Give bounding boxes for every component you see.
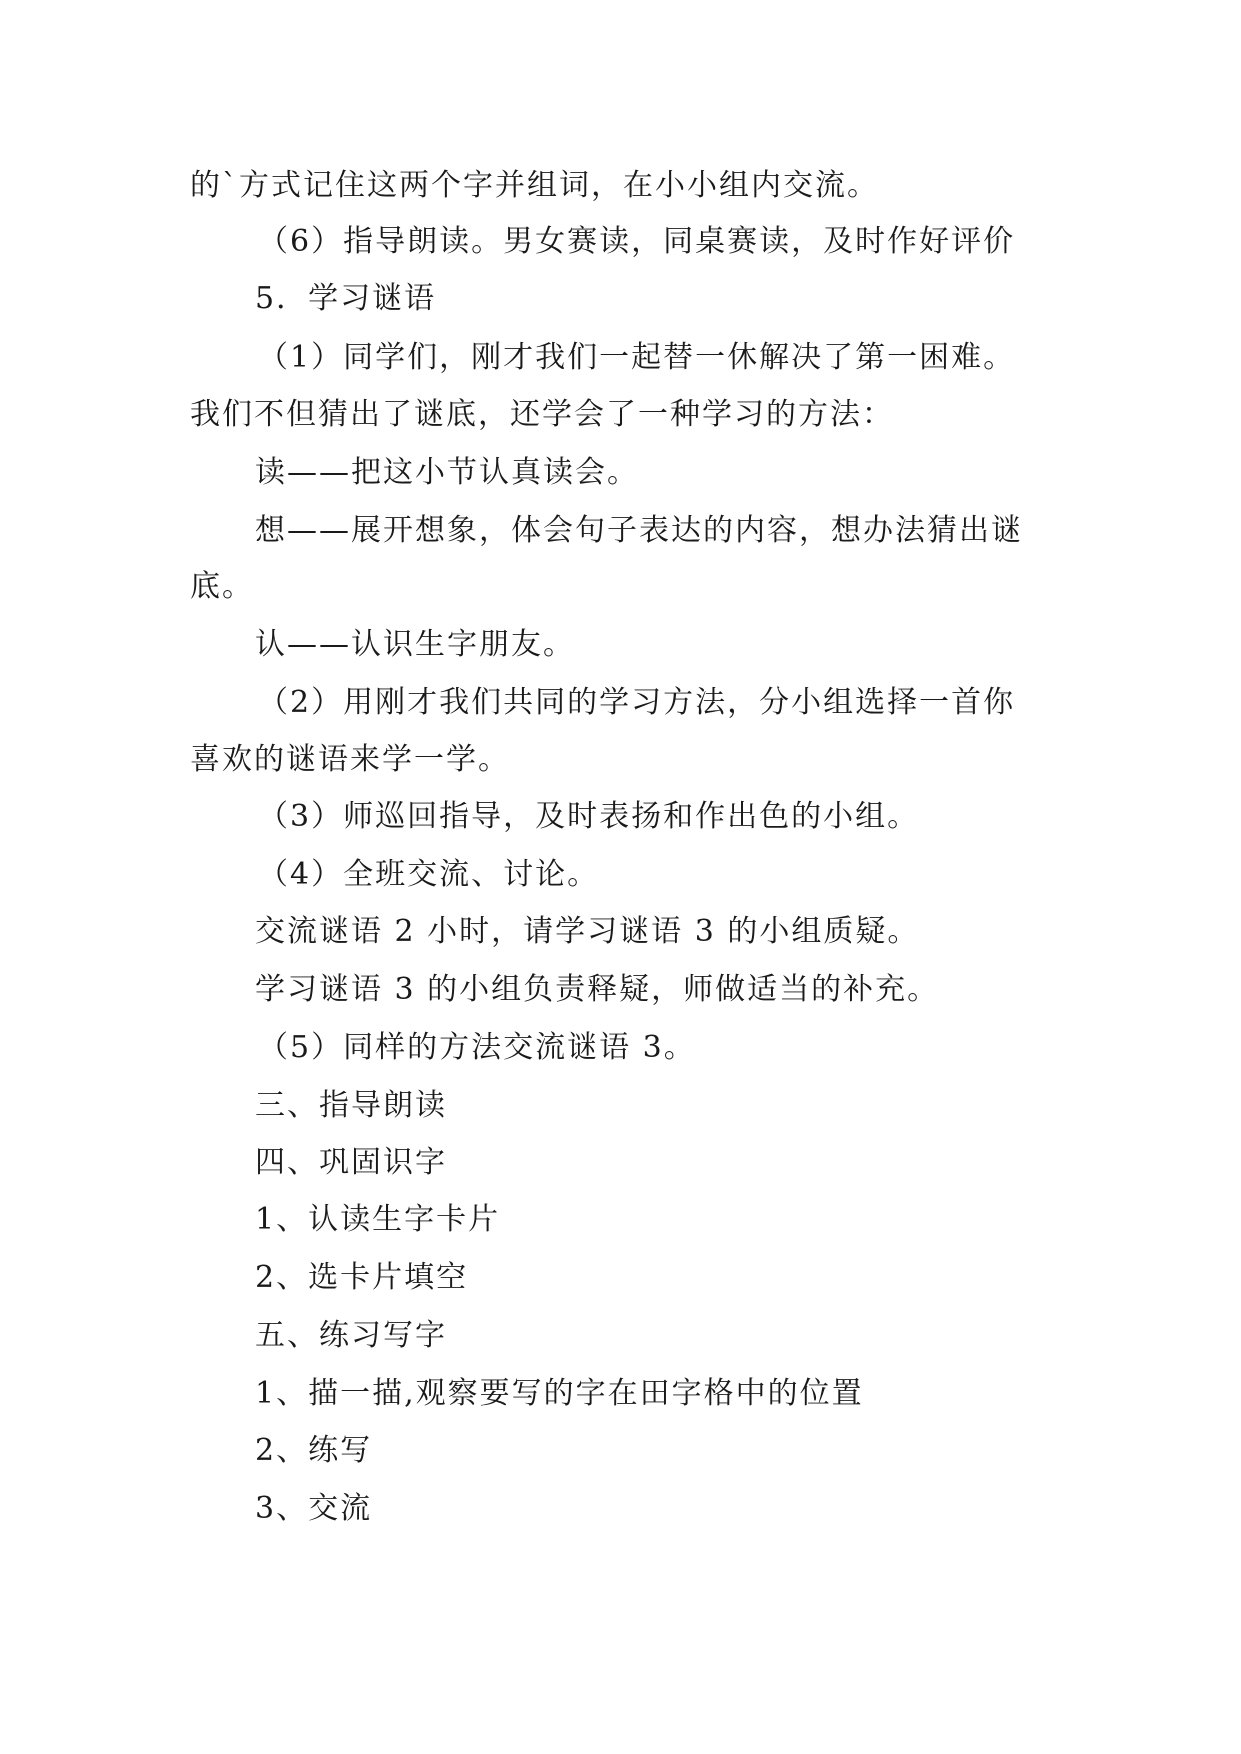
text-line: 底。 xyxy=(190,569,254,604)
text-line: 学习谜语 3 的小组负责释疑，师做适当的补充。 xyxy=(255,972,940,1007)
text-line: 5．学习谜语 xyxy=(255,281,437,316)
text-line: （3）师巡回指导，及时表扬和作出色的小组。 xyxy=(258,799,920,834)
text-line: 喜欢的谜语来学一学。 xyxy=(190,742,510,777)
text-line: 交流谜语 2 小时，请学习谜语 3 的小组质疑。 xyxy=(255,914,920,949)
text-line: 2、选卡片填空 xyxy=(255,1260,469,1295)
text-line: （2）用刚才我们共同的学习方法，分小组选择一首你 xyxy=(258,685,1016,720)
text-line: 的`方式记住这两个字并组词，在小小组内交流。 xyxy=(190,168,879,203)
text-line: （4）全班交流、讨论。 xyxy=(258,857,600,892)
text-line: 四、巩固识字 xyxy=(255,1145,447,1180)
text-line: 2、练写 xyxy=(255,1433,373,1468)
text-line: 我们不但猜出了谜底，还学会了一种学习的方法： xyxy=(190,397,894,432)
text-line: 1、描一描,观察要写的字在田字格中的位置 xyxy=(255,1376,864,1411)
text-line: 想——展开想象，体会句子表达的内容，想办法猜出谜 xyxy=(255,513,1023,548)
text-line: （5）同样的方法交流谜语 3。 xyxy=(258,1030,696,1065)
text-line: 读——把这小节认真读会。 xyxy=(255,455,639,490)
text-line: （6）指导朗读。男女赛读，同桌赛读，及时作好评价 xyxy=(258,224,1016,259)
text-line: 三、指导朗读 xyxy=(255,1088,447,1123)
text-line: （1）同学们，刚才我们一起替一休解决了第一困难。 xyxy=(258,340,1016,375)
text-line: 五、练习写字 xyxy=(255,1318,447,1353)
text-line: 认——认识生字朋友。 xyxy=(255,627,575,662)
text-line: 1、认读生字卡片 xyxy=(255,1202,501,1237)
text-line: 3、交流 xyxy=(255,1491,373,1526)
